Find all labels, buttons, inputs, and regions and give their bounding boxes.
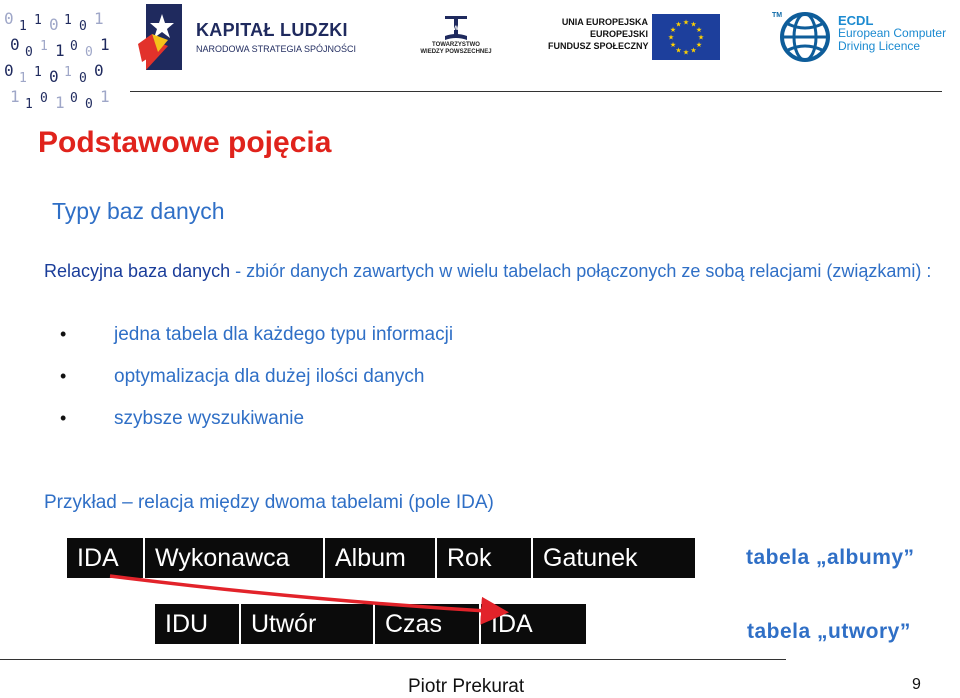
bullet-icon: •	[60, 408, 67, 428]
definition-term: Relacyjna baza danych	[44, 261, 231, 281]
eu-logo	[548, 14, 728, 60]
binary-digit: 0	[70, 91, 78, 106]
bullet-text: szybsze wyszukiwanie	[114, 408, 305, 429]
binary-digit: 0	[25, 45, 33, 60]
eu-star-icon: ★	[695, 26, 703, 34]
eu-star-icon: ★	[690, 20, 697, 29]
eu-text	[548, 16, 648, 52]
bullet-text: optymalizacja dla dużej ilości danych	[114, 366, 425, 387]
eu-star-icon: ★	[669, 26, 677, 34]
eu-star-icon: ★	[682, 18, 690, 27]
binary-digit: 0	[49, 15, 59, 34]
eu-star-icon: ★	[667, 33, 675, 42]
binary-digit: 0	[94, 61, 104, 80]
binary-digit: 1	[55, 41, 65, 60]
definition-paragraph	[44, 257, 944, 285]
caption-utwory: tabela „utwory”	[747, 620, 911, 643]
eu-line-2: EUROPEJSKI	[589, 29, 648, 39]
page-title: Podstawowe pojęcia	[38, 126, 332, 159]
binary-digit: 0	[79, 19, 87, 34]
ecdl-line-1: European Computer	[838, 26, 947, 40]
bullet-icon: •	[60, 324, 67, 344]
twp-book-icon	[443, 14, 469, 42]
eu-star-icon: ★	[669, 41, 677, 49]
binary-digit: 1	[64, 13, 72, 28]
eu-flag-icon	[652, 14, 720, 60]
binary-digits-decoration	[0, 0, 120, 115]
albumy-column-ida: IDA	[67, 538, 145, 578]
binary-digit: 0	[85, 45, 93, 60]
ecdl-trademark: TM	[772, 12, 783, 19]
kapital-ludzki-logo	[138, 4, 368, 70]
binary-digit: 1	[40, 39, 48, 54]
example-text: Przykład – relacja między dwoma tabelami (pole IDA)	[44, 492, 494, 513]
kapital-ludzki-subtitle: NARODOWA STRATEGIA SPÓJNOŚCI	[196, 44, 357, 54]
section-title: Typy baz danych	[52, 198, 225, 224]
albumy-column-wykonawca: Wykonawca	[145, 538, 325, 578]
ecdl-line-2: Driving Licence	[838, 39, 921, 53]
kapital-ludzki-star-icon	[138, 4, 188, 70]
binary-digit: 0	[10, 35, 20, 54]
twp-logo	[416, 14, 496, 64]
ecdl-globe-icon	[780, 12, 830, 62]
eu-star-icon: ★	[682, 48, 690, 57]
eu-star-icon: ★	[697, 33, 705, 42]
binary-digit: 1	[34, 13, 42, 28]
binary-digit: 1	[10, 87, 20, 106]
eu-star-icon: ★	[690, 46, 697, 55]
binary-digit: 1	[19, 71, 27, 86]
ecdl-abbr: ECDL	[838, 13, 874, 28]
eu-star-icon: ★	[675, 46, 682, 55]
twp-line-1: TOWARZYSTWO	[432, 42, 480, 48]
eu-star-icon: ★	[695, 41, 703, 49]
caption-albumy: tabela „albumy”	[746, 546, 915, 569]
binary-digit: 0	[70, 39, 78, 54]
eu-star-icon: ★	[675, 20, 682, 29]
definition-text: - zbiór danych zawartych w wielu tabelach połączonych ze sobą relacjami (związkami) :	[230, 261, 932, 281]
utwory-column-idu: IDU	[155, 604, 241, 644]
binary-digit: 1	[100, 35, 110, 54]
binary-digit: 0	[40, 91, 48, 106]
table-utwory	[155, 604, 586, 644]
table-albumy	[67, 538, 695, 578]
footer-divider	[0, 659, 786, 660]
albumy-column-rok: Rok	[437, 538, 533, 578]
eu-line-1: UNIA EUROPEJSKA	[561, 17, 648, 27]
ecdl-logo	[772, 12, 958, 62]
binary-digit: 1	[55, 93, 65, 112]
twp-line-2: WIEDZY POWSZECHNEJ	[420, 49, 492, 55]
bullet-icon: •	[60, 366, 67, 386]
ecdl-text	[838, 14, 946, 53]
page-number: 9	[912, 676, 921, 693]
binary-digit: 1	[25, 97, 33, 112]
utwory-column-utwor: Utwór	[241, 604, 375, 644]
twp-mark-text: TWP	[449, 26, 463, 32]
binary-digit: 1	[100, 87, 110, 106]
bullet-text: jedna tabela dla każdego typu informacji	[114, 324, 454, 345]
utwory-column-czas: Czas	[375, 604, 481, 644]
binary-digit: 0	[85, 97, 93, 112]
binary-digit: 1	[19, 19, 27, 34]
kapital-ludzki-title: KAPITAŁ LUDZKI	[196, 20, 348, 40]
binary-digit: 1	[34, 65, 42, 80]
albumy-column-gatunek: Gatunek	[543, 544, 638, 572]
footer-author: Piotr Prekurat	[408, 676, 525, 697]
binary-digit: 0	[4, 9, 14, 28]
binary-digit: 0	[49, 67, 59, 86]
binary-digit: 1	[94, 9, 104, 28]
header-divider	[130, 91, 942, 92]
binary-digit: 0	[4, 61, 14, 80]
binary-digit: 0	[79, 71, 87, 86]
binary-digit: 1	[64, 65, 72, 80]
albumy-column-album: Album	[325, 538, 437, 578]
utwory-column-ida: IDA	[491, 610, 533, 638]
eu-line-3: FUNDUSZ SPOŁECZNY	[548, 41, 649, 51]
